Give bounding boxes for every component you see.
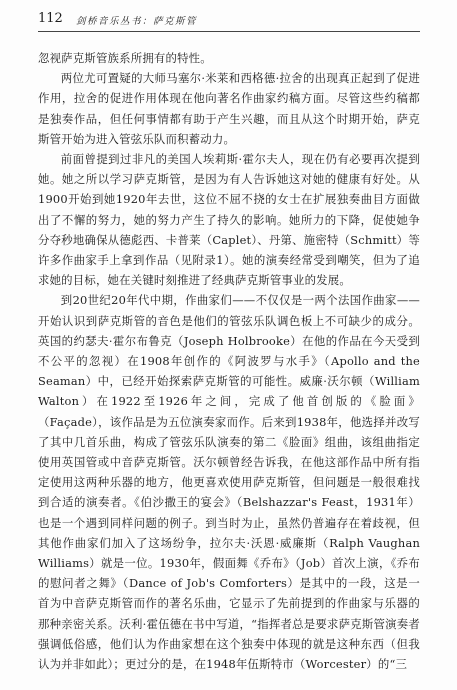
- page-number: 112: [38, 11, 63, 26]
- paragraph-3: 前面曾提到过非凡的美国人埃莉斯·霍尔夫人，现在仍有必要再次提到她。她之所以学习萨克斯管，是因为有人告诉她这对她的健康有好处。从1900开始到她1920年去世，这位不屈不挠的女士在扩展独奏曲目方面做出了不懈的努力，她的努力产生了持久的影响。她所力的下降，促使她争分夺秒地确保从德彪西、卡普莱（Caplet）、丹第、施密特（Schmitt）等许多作曲家手上拿到作品（见附录1）。她的演奏经常受到嘲笑，但为了追求她的目标，她在关键时刻推进了经典萨克斯管事业的发展。: [38, 152, 420, 288]
- paragraph-4: 到20世纪20年代中期，作曲家们——不仅仅是一两个法国作曲家——开始认识到萨克斯管的音色是他们的管弦乐队调色板上不可缺少的成分。英国的约瑟夫·霍尔布鲁克（Joseph Holbrooke）在他的作品在今天受到不公平的忽视）在1908年创作的《阿波罗与水手》（Apollo and the Seaman）中，已经开始探索萨克斯管的可能性。威廉·沃尔顿（William Walton）在1922至1926年之间，完成了他首创版的《脸面》（Façade），该作品是为五位演奏家而作。后来到1938年，他选择并改写了其中几首乐曲，构成了管弦乐队演奏的第二《脸面》组曲，该组曲指定使用英国管或中音萨克斯管。沃尔顿曾经告诉我，在他这部作品中所有指定使用这两种乐器的地方，他更喜欢使用萨克斯管，但问题是一般很难找到合适的演奏者。《伯沙撒王的宴会》（Belshazzar's Feast，1931年）也是一个遇到同样问题的例子。到当时为止，虽然仍普遍存在着歧视，但其他作曲家们加入了这场纷争，拉尔夫·沃恩·威廉斯（Ralph Vaughan Williams）就是一位。1930年，假面舞《乔布》（Job）首次上演，《乔布的慰问者之舞》（Dance of Job's Comforters）是其中的一段，这是一首为中音萨克斯管而作的著名乐曲，它显示了先前提到的作曲家与乐器的那种亲密关系。沃利·霍伍德在书中写道，“指挥者总是要求萨克斯管演奏者强调低俗感，他们认为作曲家想在这个独奏中体现的就是这种东西（但我认为并非如此）；更过分的是，在1948年伍斯特市（Worcester）的“三: [38, 293, 420, 672]
- paragraph-1: 忽视萨克斯管族系所拥有的特性。: [38, 51, 212, 65]
- header-rule: [38, 31, 420, 32]
- running-title: 剑桥音乐丛书：萨克斯管: [76, 16, 198, 27]
- page-header: [38, 11, 420, 29]
- body-text: [38, 48, 420, 678]
- paragraph-2: 两位尤可置疑的大师马塞尔·米莱和西格德·拉舍的出现真正起到了促进作用，拉舍的促进作用体现在他向著名作曲家约稿方面。尽管这些约稿都是独奏作品，但任何事情都有助于产生兴趣，而且从这个时期开始，萨克斯管开始为进入管弦乐队而积蓄动力。: [38, 71, 420, 146]
